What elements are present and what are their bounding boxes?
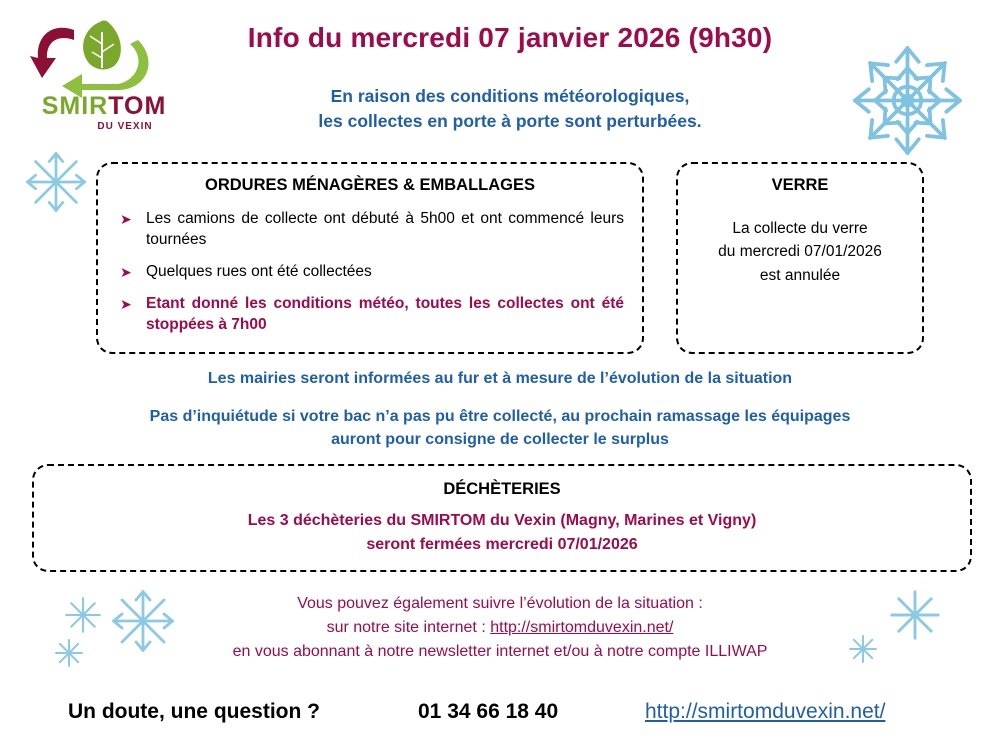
logo-name-part1: SMIR xyxy=(41,92,109,120)
note-inquietude-line-2: auront pour consigne de collecter le surplus xyxy=(331,431,669,449)
box-ordures-title: ORDURES MÉNAGÈRES & EMBALLAGES xyxy=(204,176,536,194)
website-link-inline[interactable]: http://smirtomduvexin.net/ xyxy=(490,619,674,636)
note-inquietude xyxy=(55,405,945,451)
box-ordures-bullets xyxy=(116,209,624,336)
box-verre-body xyxy=(678,217,922,287)
box-verre-line-2: du mercredi 07/01/2026 xyxy=(718,243,882,261)
snowflake-left-upper xyxy=(22,148,90,216)
follow-line-3: en vous abonnant à notre newsletter internet et/ou à notre compte ILLIWAP xyxy=(232,643,768,660)
subtitle-line-2: les collectes en porte à porte sont perturbées. xyxy=(318,111,702,132)
list-item-text: Quelques rues ont été collectées xyxy=(146,262,372,280)
follow-line-2 xyxy=(150,616,850,640)
page-subtitle xyxy=(180,84,840,135)
logo-mark-icon xyxy=(22,14,182,102)
box-decheteries-title: DÉCHÈTERIES xyxy=(443,480,561,498)
logo-subtitle: DU VEXIN xyxy=(97,121,153,132)
list-item xyxy=(116,262,624,283)
logo-name-part2: TOM xyxy=(108,92,167,120)
box-decheteries-body xyxy=(34,509,970,557)
box-decheteries xyxy=(32,464,972,572)
page-title: Info du mercredi 07 janvier 2026 (9h30) xyxy=(247,22,773,53)
note-inquietude-line-1: Pas d’inquiétude si votre bac n’a pas pu être collecté, au prochain ramassage les équipages xyxy=(149,408,851,425)
logo-wordmark xyxy=(26,94,182,132)
note-mairies: Les mairies seront informées au fur et à mesure de l’évolution de la situation xyxy=(207,370,793,387)
chevron-bullet-icon: ➤ xyxy=(120,295,132,312)
box-verre-title: VERRE xyxy=(771,176,829,194)
box-verre-line-3: est annulée xyxy=(759,266,841,284)
chevron-bullet-icon: ➤ xyxy=(120,263,132,280)
list-item-text: Les camions de collecte ont débuté à 5h00 et ont commencé leurs tournées xyxy=(146,210,624,248)
list-item xyxy=(116,294,624,336)
box-ordures-menageres xyxy=(96,162,644,354)
list-item-text: Etant donné les conditions météo, toutes les collectes ont été stoppées à 7h00 xyxy=(146,294,624,333)
box-verre-line-1: La collecte du verre xyxy=(732,220,868,237)
footer-question: Un doute, une question ? xyxy=(68,700,320,723)
box-verre xyxy=(676,162,924,354)
footer-phone: 01 34 66 18 40 xyxy=(418,700,559,723)
subtitle-line-1: En raison des conditions météorologiques, xyxy=(330,86,690,106)
logo xyxy=(22,14,182,134)
chevron-bullet-icon: ➤ xyxy=(120,211,132,227)
follow-block xyxy=(150,592,850,664)
footer xyxy=(0,695,1000,740)
snowflake-bottom-left-small xyxy=(62,594,104,636)
list-item xyxy=(116,209,624,251)
follow-line-2-prefix: sur notre site internet : xyxy=(326,619,491,636)
box-decheteries-line-2: seront fermées mercredi 07/01/2026 xyxy=(366,536,638,553)
snowflake-bottom-right xyxy=(886,586,944,644)
snowflake-bottom-right-small xyxy=(846,632,880,666)
footer-website-link[interactable]: http://smirtomduvexin.net/ xyxy=(645,700,886,723)
follow-line-1: Vous pouvez également suivre l’évolution de la situation : xyxy=(297,595,703,612)
snowflake-bottom-left-tiny xyxy=(52,636,86,670)
box-decheteries-line-1: Les 3 déchèteries du SMIRTOM du Vexin (Magny, Marines et Vigny) xyxy=(247,512,757,529)
snowflake-large-top-right xyxy=(845,38,970,163)
